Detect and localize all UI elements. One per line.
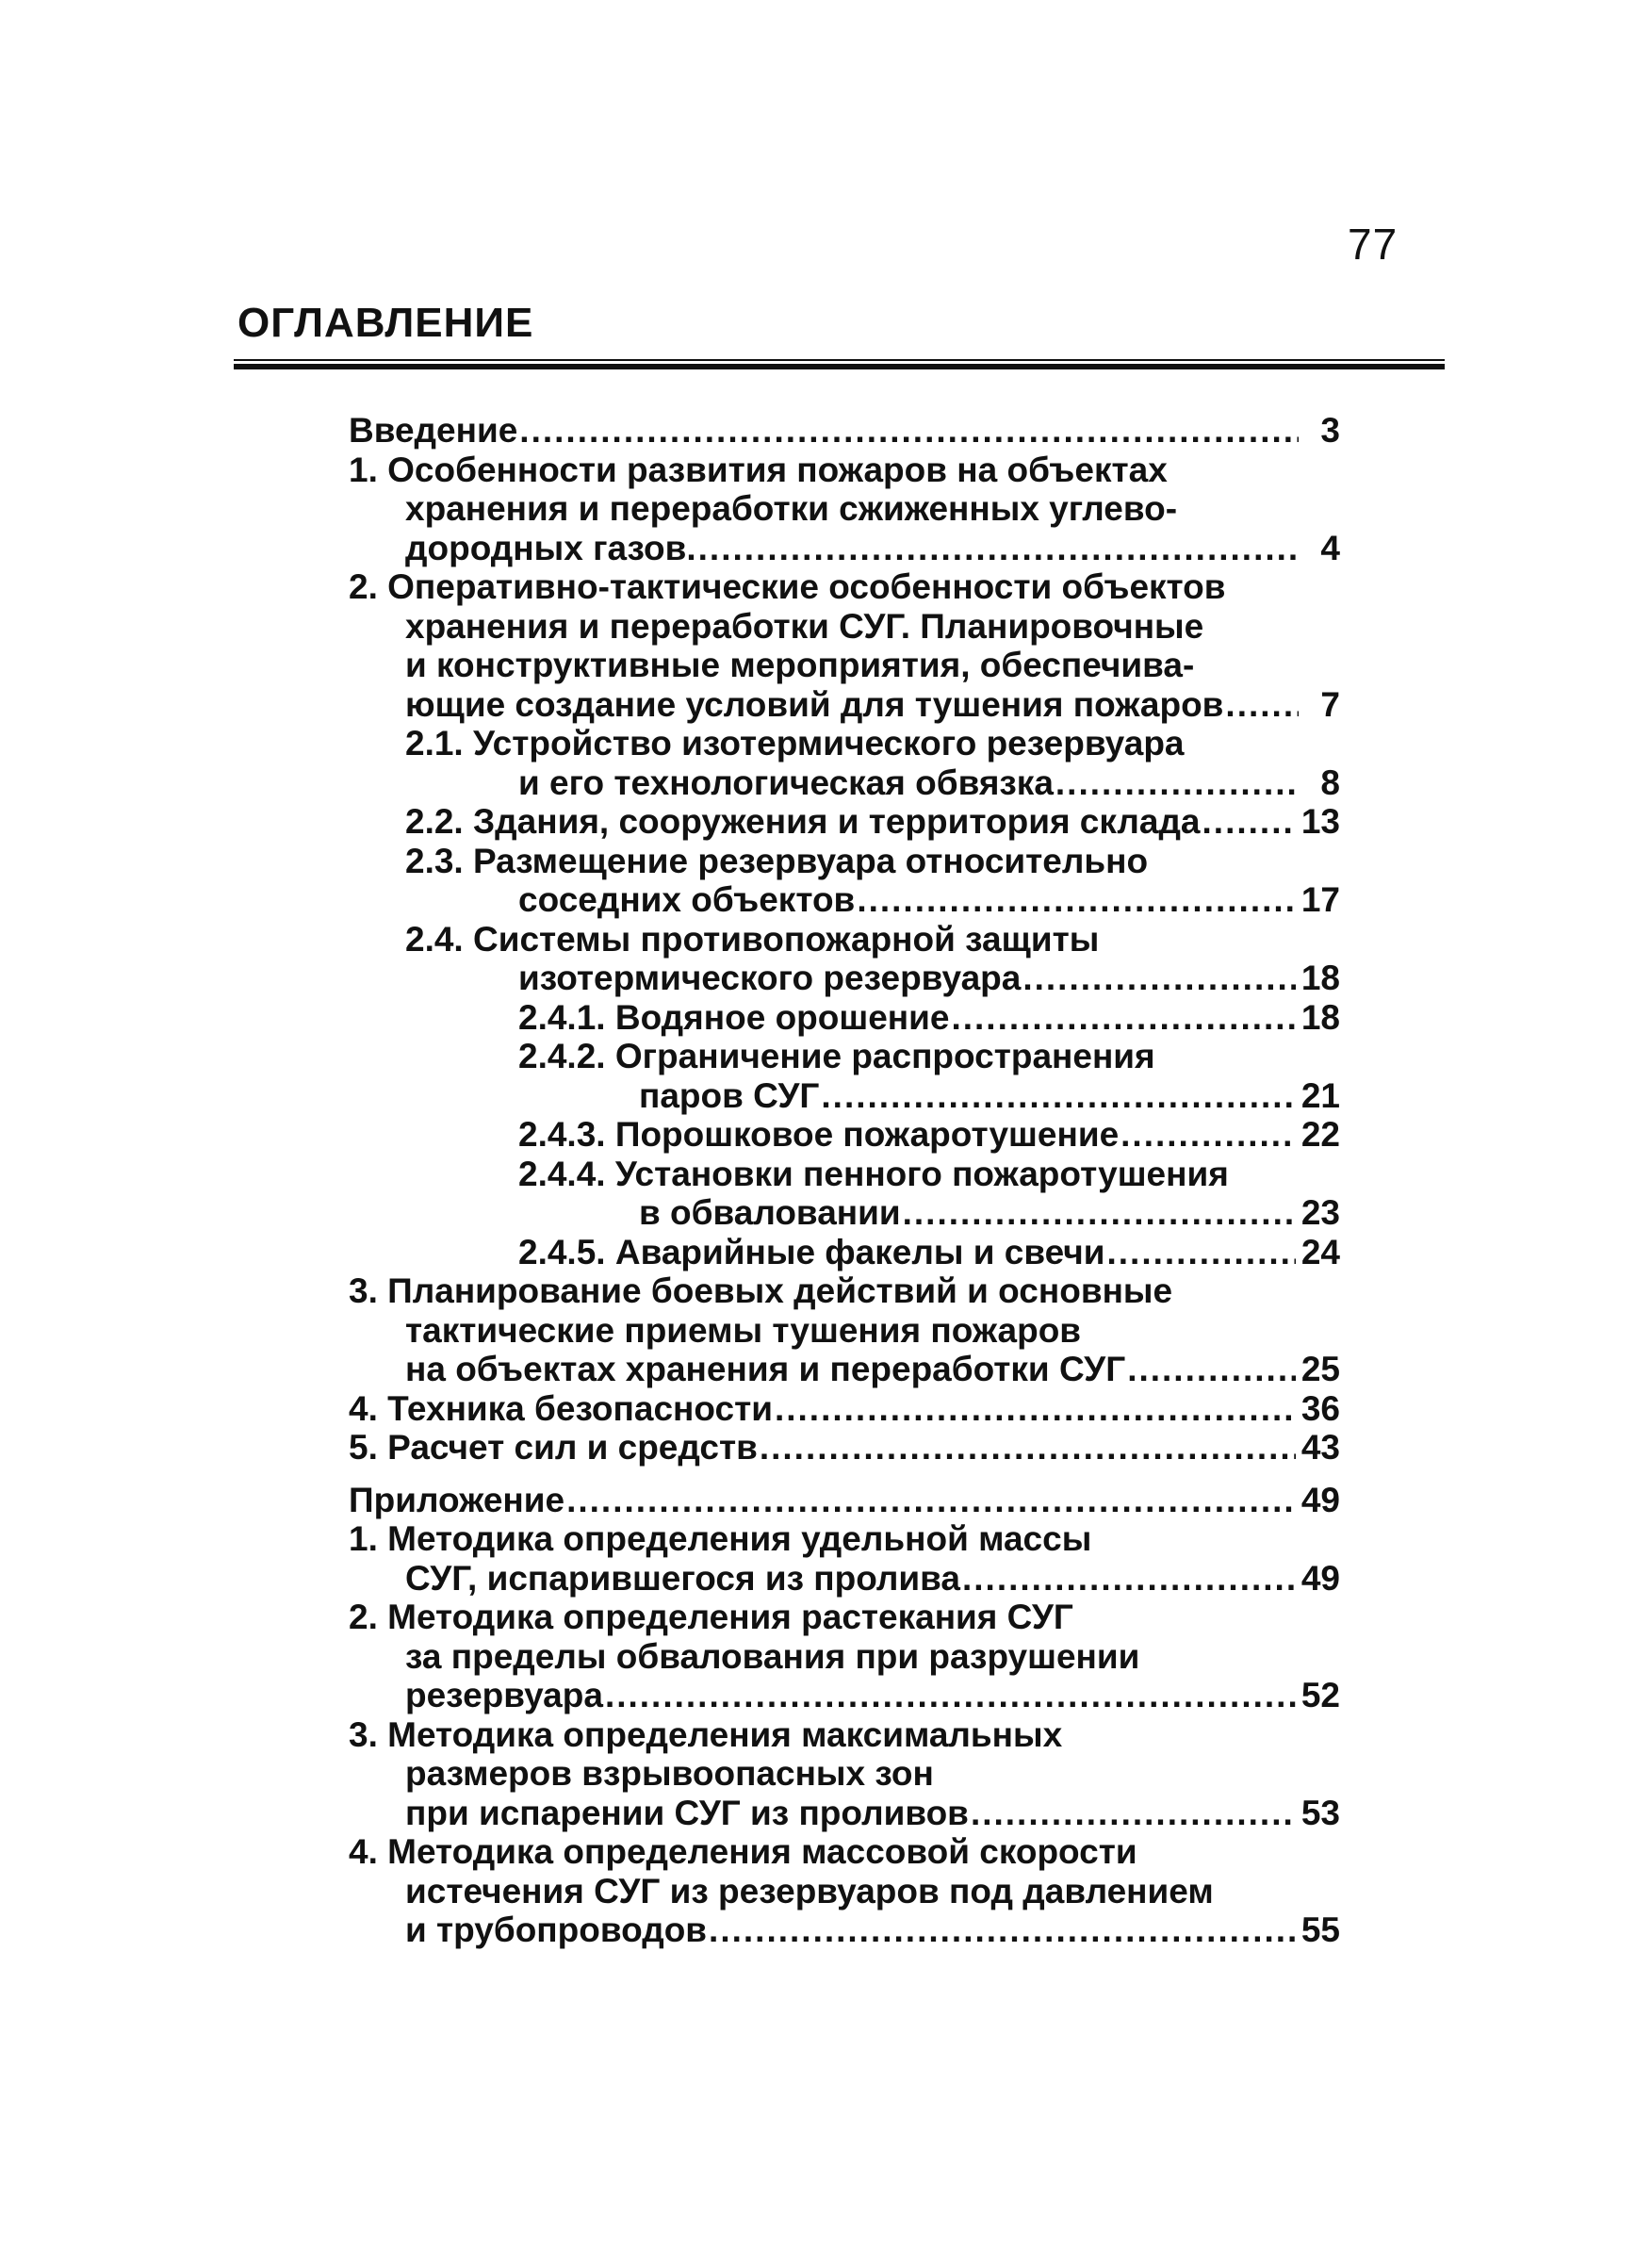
toc-entry[interactable] [349,1115,1340,1155]
toc-entry-text: 2.2. Здания, сооружения и территория склада [405,802,1201,841]
dot-leader [971,1794,1296,1833]
toc-entry-text: 4. Техника безопасности [349,1388,773,1428]
dot-leader [709,1910,1296,1950]
toc-entry[interactable] [349,1155,1340,1233]
page-number: 77 [1348,220,1398,269]
dot-leader [857,880,1296,920]
toc-entry-text: 2.4. Системы противопожарной защиты [405,919,1100,959]
toc-entry[interactable] [349,998,1340,1038]
toc-entry-text: на объектах хранения и переработки СУГ [405,1350,1126,1388]
dot-leader [1106,1233,1295,1272]
toc-entry[interactable] [349,1519,1340,1598]
dot-leader [1022,959,1296,998]
toc-entry-text: за пределы обвалования при разрушении [405,1636,1140,1676]
dot-leader [1225,685,1299,725]
dot-leader [1120,1115,1296,1155]
toc-entry-text: 3. Методика определения максимальных [349,1714,1063,1754]
toc-page-number: 22 [1300,1115,1340,1154]
toc-entry[interactable] [349,802,1340,842]
toc-entry-text: в обваловании [639,1193,901,1232]
toc-page-number: 43 [1300,1428,1340,1467]
toc-page-number: 49 [1300,1480,1340,1519]
toc-entry-text: изотермического резервуара [518,959,1022,997]
toc-entry[interactable] [349,1389,1340,1429]
toc-page-number: 4 [1320,528,1340,567]
dot-leader [903,1193,1296,1233]
toc-entry[interactable] [349,451,1340,568]
toc-entry-text: и его технологическая обвязка [518,763,1054,802]
toc-entry-text: 2.4.5. Аварийные факелы и свечи [518,1232,1105,1271]
toc-entry-text: 2.4.1. Водяное орошение [518,997,950,1037]
toc-entry-text: Введение [349,411,518,450]
toc-entry-text: 1. Особенности развития пожаров на объектах [349,450,1168,489]
toc-entry-text: Приложение [349,1480,565,1519]
toc-page-number: 7 [1320,684,1340,724]
toc-page-number: 21 [1300,1075,1340,1115]
toc-entry-text: тактические приемы тушения пожаров [405,1310,1082,1350]
toc-entry-text: 4. Методика определения массовой скорости [349,1832,1137,1871]
toc-page-number: 8 [1320,763,1340,802]
toc-entry-text: 2.4.2. Ограничение распространения [518,1037,1155,1075]
toc-page-number: 3 [1320,411,1340,450]
title-rule [234,359,1445,372]
toc-entry-text: хранения и переработки СУГ. Планировочные [405,606,1204,646]
dot-leader [519,411,1299,451]
toc-entry[interactable] [349,1271,1340,1389]
toc-entry[interactable] [349,1233,1340,1272]
toc-entry[interactable] [349,567,1340,724]
dot-leader [951,998,1295,1038]
toc-entry-text: и конструктивные мероприятия, обеспечива- [405,646,1195,684]
toc-entry-text: 2.1. Устройство изотермического резервуара [405,724,1185,763]
dot-leader [962,1559,1296,1599]
dot-leader [1202,802,1296,842]
toc-page-number: 24 [1300,1232,1340,1271]
toc-page-number: 18 [1300,959,1340,997]
toc-page-number: 17 [1300,880,1340,919]
toc-entry-text: 3. Планирование боевых действий и основные [349,1271,1173,1310]
rule-thick-line [234,364,1445,369]
toc-page-number: 53 [1300,1793,1340,1832]
toc-page-number: 36 [1300,1388,1340,1428]
toc-entry-text: резервуара [405,1676,603,1714]
dot-leader [566,1481,1296,1520]
toc-entry-text: ющие создание условий для тушения пожаров [405,684,1224,724]
toc-entry[interactable] [349,1715,1340,1833]
toc-entry-text: соседних объектов [518,880,856,919]
dot-leader [1127,1350,1296,1389]
toc-entry-text: истечения СУГ из резервуаров под давлением [405,1871,1214,1910]
toc-entry-text: 5. Расчет сил и средств [349,1428,758,1467]
toc-page-number: 55 [1300,1910,1340,1949]
dot-leader [775,1389,1296,1429]
rule-thin-line [234,359,1445,361]
toc-entry-text: и трубопроводов [405,1910,708,1949]
toc-page-number: 18 [1300,997,1340,1037]
toc-entry[interactable] [349,411,1340,451]
page-title: ОГЛАВЛЕНИЕ [237,300,534,346]
toc-page-number: 49 [1300,1558,1340,1598]
toc-page-number: 13 [1300,802,1340,841]
toc-entry[interactable] [349,1598,1340,1715]
toc-entry-text: размеров взрывоопасных зон [405,1754,934,1793]
toc-entry[interactable] [349,1481,1340,1520]
toc-entry[interactable] [349,1428,1340,1468]
toc-entry-text: 2.4.3. Порошковое пожаротушение [518,1115,1120,1154]
dot-leader [698,529,1299,568]
dot-leader [605,1676,1296,1715]
toc-entry-text: 2. Методика определения растекания СУГ [349,1598,1073,1636]
toc-entry[interactable] [349,1037,1340,1115]
toc-page-number: 52 [1300,1676,1340,1714]
dot-leader [1055,763,1299,803]
toc-entry-text: хранения и переработки сжиженных углево- [405,489,1178,528]
toc-entry-text: СУГ, испарившегося из пролива [405,1558,960,1598]
toc-entry-text: 2.3. Размещение резервуара относительно [405,841,1149,880]
toc-entry[interactable] [349,920,1340,998]
toc-entry-text: паров СУГ [639,1075,820,1115]
toc-entry[interactable] [349,842,1340,920]
dot-leader [821,1076,1295,1116]
toc-entry-text: при испарении СУГ из проливов [405,1793,969,1832]
toc-entry-text: 1. Методика определения удельной массы [349,1519,1092,1558]
toc-page-number: 23 [1300,1193,1340,1232]
toc-page-number: 25 [1300,1350,1340,1388]
dot-leader [760,1428,1296,1468]
toc-entry[interactable] [349,724,1340,802]
table-of-contents [349,411,1340,1950]
toc-entry-text: дородных газов. [405,528,696,567]
toc-entry-text: 2.4.4. Установки пенного пожаротушения [518,1154,1229,1193]
toc-entry[interactable] [349,1832,1340,1950]
toc-entry-text: 2. Оперативно-тактические особенности объектов [349,567,1226,606]
